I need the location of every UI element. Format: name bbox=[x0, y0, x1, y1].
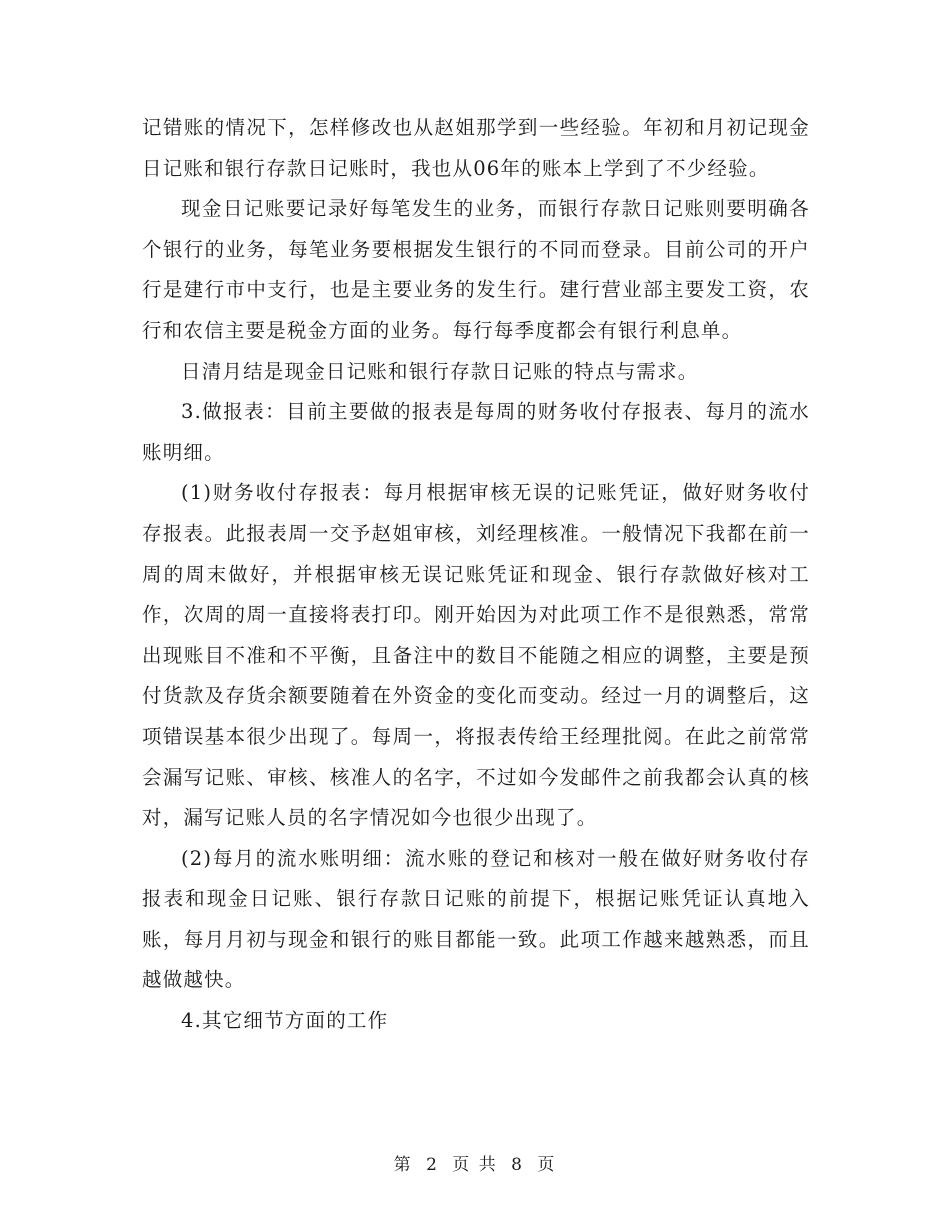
document-body bbox=[142, 108, 810, 1042]
paragraph-3: 日清月结是现金日记账和银行存款日记账的特点与需求。 bbox=[181, 359, 699, 383]
paragraph-5: (1)财务收付存报表：每月根据审核无误的记账凭证，做好财务收付存报表。此报表周一交予赵姐审核，刘经理核准。一般情况下我都在前一周的周末做好，并根据审核无误记账凭证和现金、银行存款做好核对工作，次周的周一直接将表打印。刚开始因为对此项工作不是很熟悉，常常出现账目不准和不平衡，且备注中的数目不能随之相应的调整，主要是预付货款及存货余额要随着在外资金的变化而变动。经过一月的调整后，这项错误基本很少出现了。每周一，将报表传给王经理批阅。在此之前常常会漏写记账、审核、核准人的名字，不过如今发邮件之前我都会认真的核对，漏写记账人员的名字情况如今也很少出现了。 bbox=[142, 481, 810, 830]
paragraph-2: 现金日记账要记录好每笔发生的业务，而银行存款日记账则要明确各个银行的业务，每笔业务要根据发生银行的不同而登录。目前公司的开户行是建行市中支行，也是主要业务的发生行。建行营业部主要发工资，农行和农信主要是税金方面的业务。每行每季度都会有银行利息单。 bbox=[142, 197, 810, 342]
current-page-number: 2 bbox=[426, 1155, 439, 1175]
footer-suffix: 页 bbox=[537, 1155, 557, 1175]
total-pages-number: 8 bbox=[511, 1155, 524, 1175]
footer-prefix: 第 bbox=[393, 1155, 413, 1175]
paragraph-1: 记错账的情况下，怎样修改也从赵姐那学到一些经验。年初和月初记现金日记账和银行存款日记账时，我也从06年的账本上学到了不少经验。 bbox=[142, 116, 810, 180]
paragraph-4: 3.做报表：目前主要做的报表是每周的财务收付存报表、每月的流水账明细。 bbox=[142, 400, 810, 464]
paragraph-7: 4.其它细节方面的工作 bbox=[181, 1009, 389, 1033]
page-footer bbox=[0, 1150, 950, 1175]
footer-middle: 页 共 bbox=[452, 1155, 498, 1175]
paragraph-6: (2)每月的流水账明细：流水账的登记和核对一般在做好财务收付存报表和现金日记账、银行存款日记账的前提下，根据记账凭证认真地入账，每月月初与现金和银行的账目都能一致。此项工作越来越熟悉，而且越做越快。 bbox=[142, 846, 810, 992]
